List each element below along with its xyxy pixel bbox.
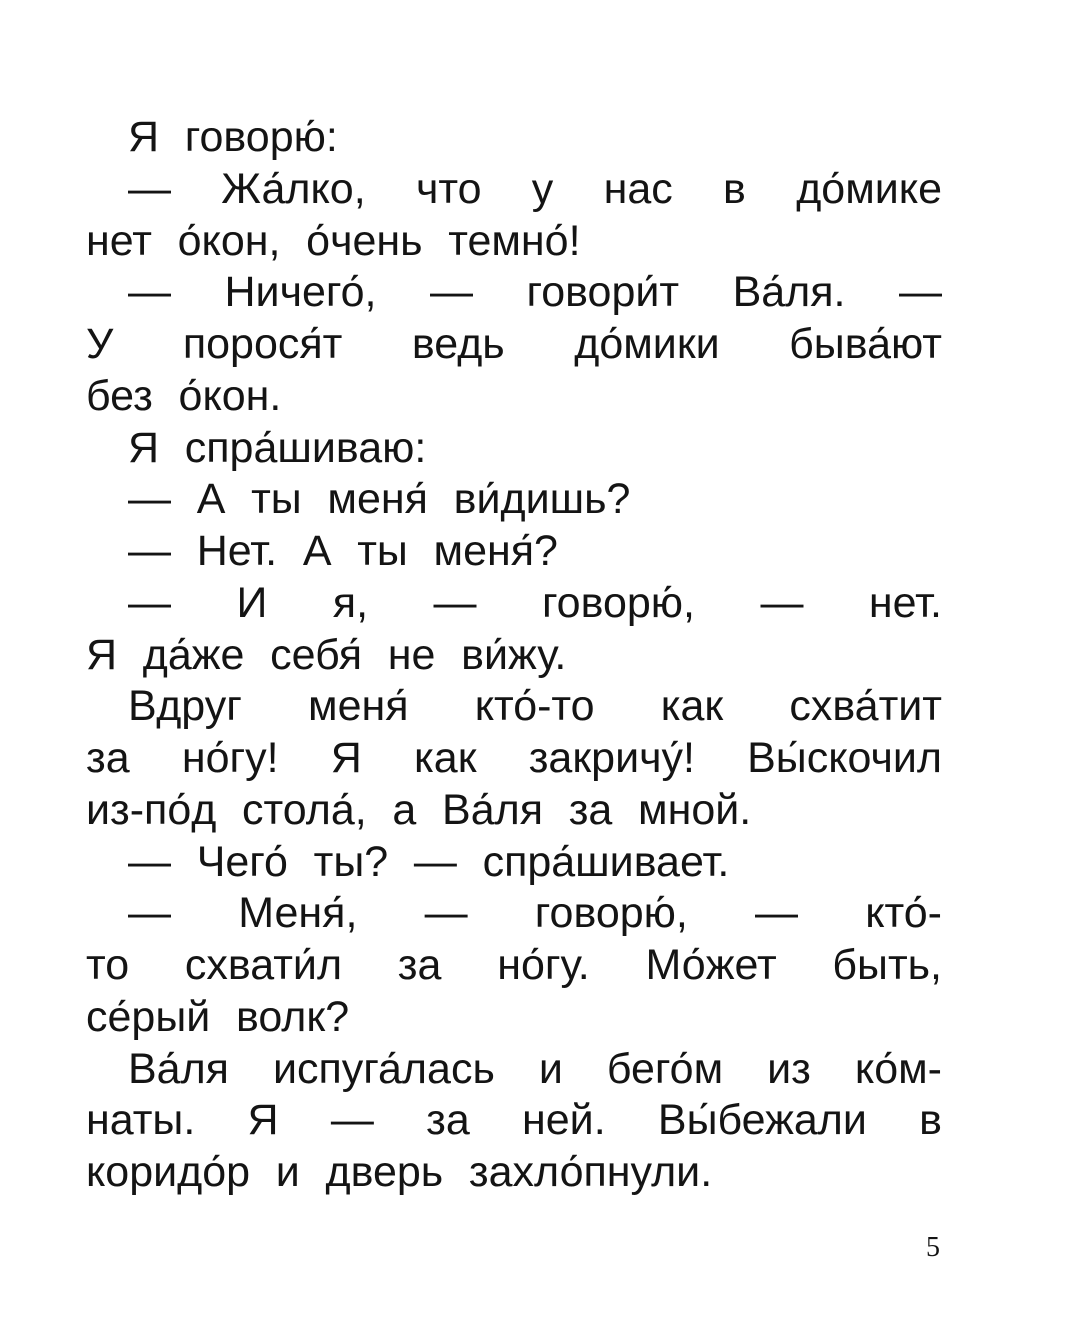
text-line: — Жа́лко, что у нас в до́мике [128, 164, 942, 213]
text-line: нет о́кон, о́чень темно́! [86, 216, 581, 265]
text-line: за но́гу! Я как закричу́! Вы́скочил [86, 734, 942, 782]
text-line: наты. Я — за ней. Вы́бежали в [86, 1096, 942, 1145]
text-line: — И я, — говорю́, — нет. [128, 578, 942, 627]
text-line: — Меня́, — говорю́, — кто́- [128, 889, 942, 938]
text-line: Я говорю́: [128, 113, 338, 161]
page-number: 5 [926, 1232, 940, 1263]
text-line: коридо́р и дверь захло́пнули. [86, 1148, 713, 1196]
text-line: У порося́т ведь до́мики быва́ют [86, 320, 942, 368]
story-text [86, 112, 942, 1199]
text-line: Я да́же себя́ не ви́жу. [86, 630, 567, 679]
text-line: из-по́д стола́, а Ва́ля за мной. [86, 785, 752, 834]
text-line: — Ничего́, — говори́т Ва́ля. — [128, 268, 942, 317]
text-line: — Нет. А ты меня́? [128, 527, 558, 575]
text-line: — А ты меня́ ви́дишь? [128, 475, 631, 524]
text-line: то схвати́л за но́гу. Мо́жет быть, [86, 941, 942, 989]
text-line: без о́кон. [86, 371, 282, 420]
text-line: Я спра́шиваю: [128, 423, 427, 472]
text-line: — Чего́ ты? — спра́шивает. [128, 837, 730, 886]
text-line: Ва́ля испуга́лась и бего́м из ко́м- [128, 1044, 942, 1093]
text-line: се́рый волк? [86, 992, 350, 1041]
text-line: Вдруг меня́ кто́-то как схва́тит [128, 682, 942, 731]
